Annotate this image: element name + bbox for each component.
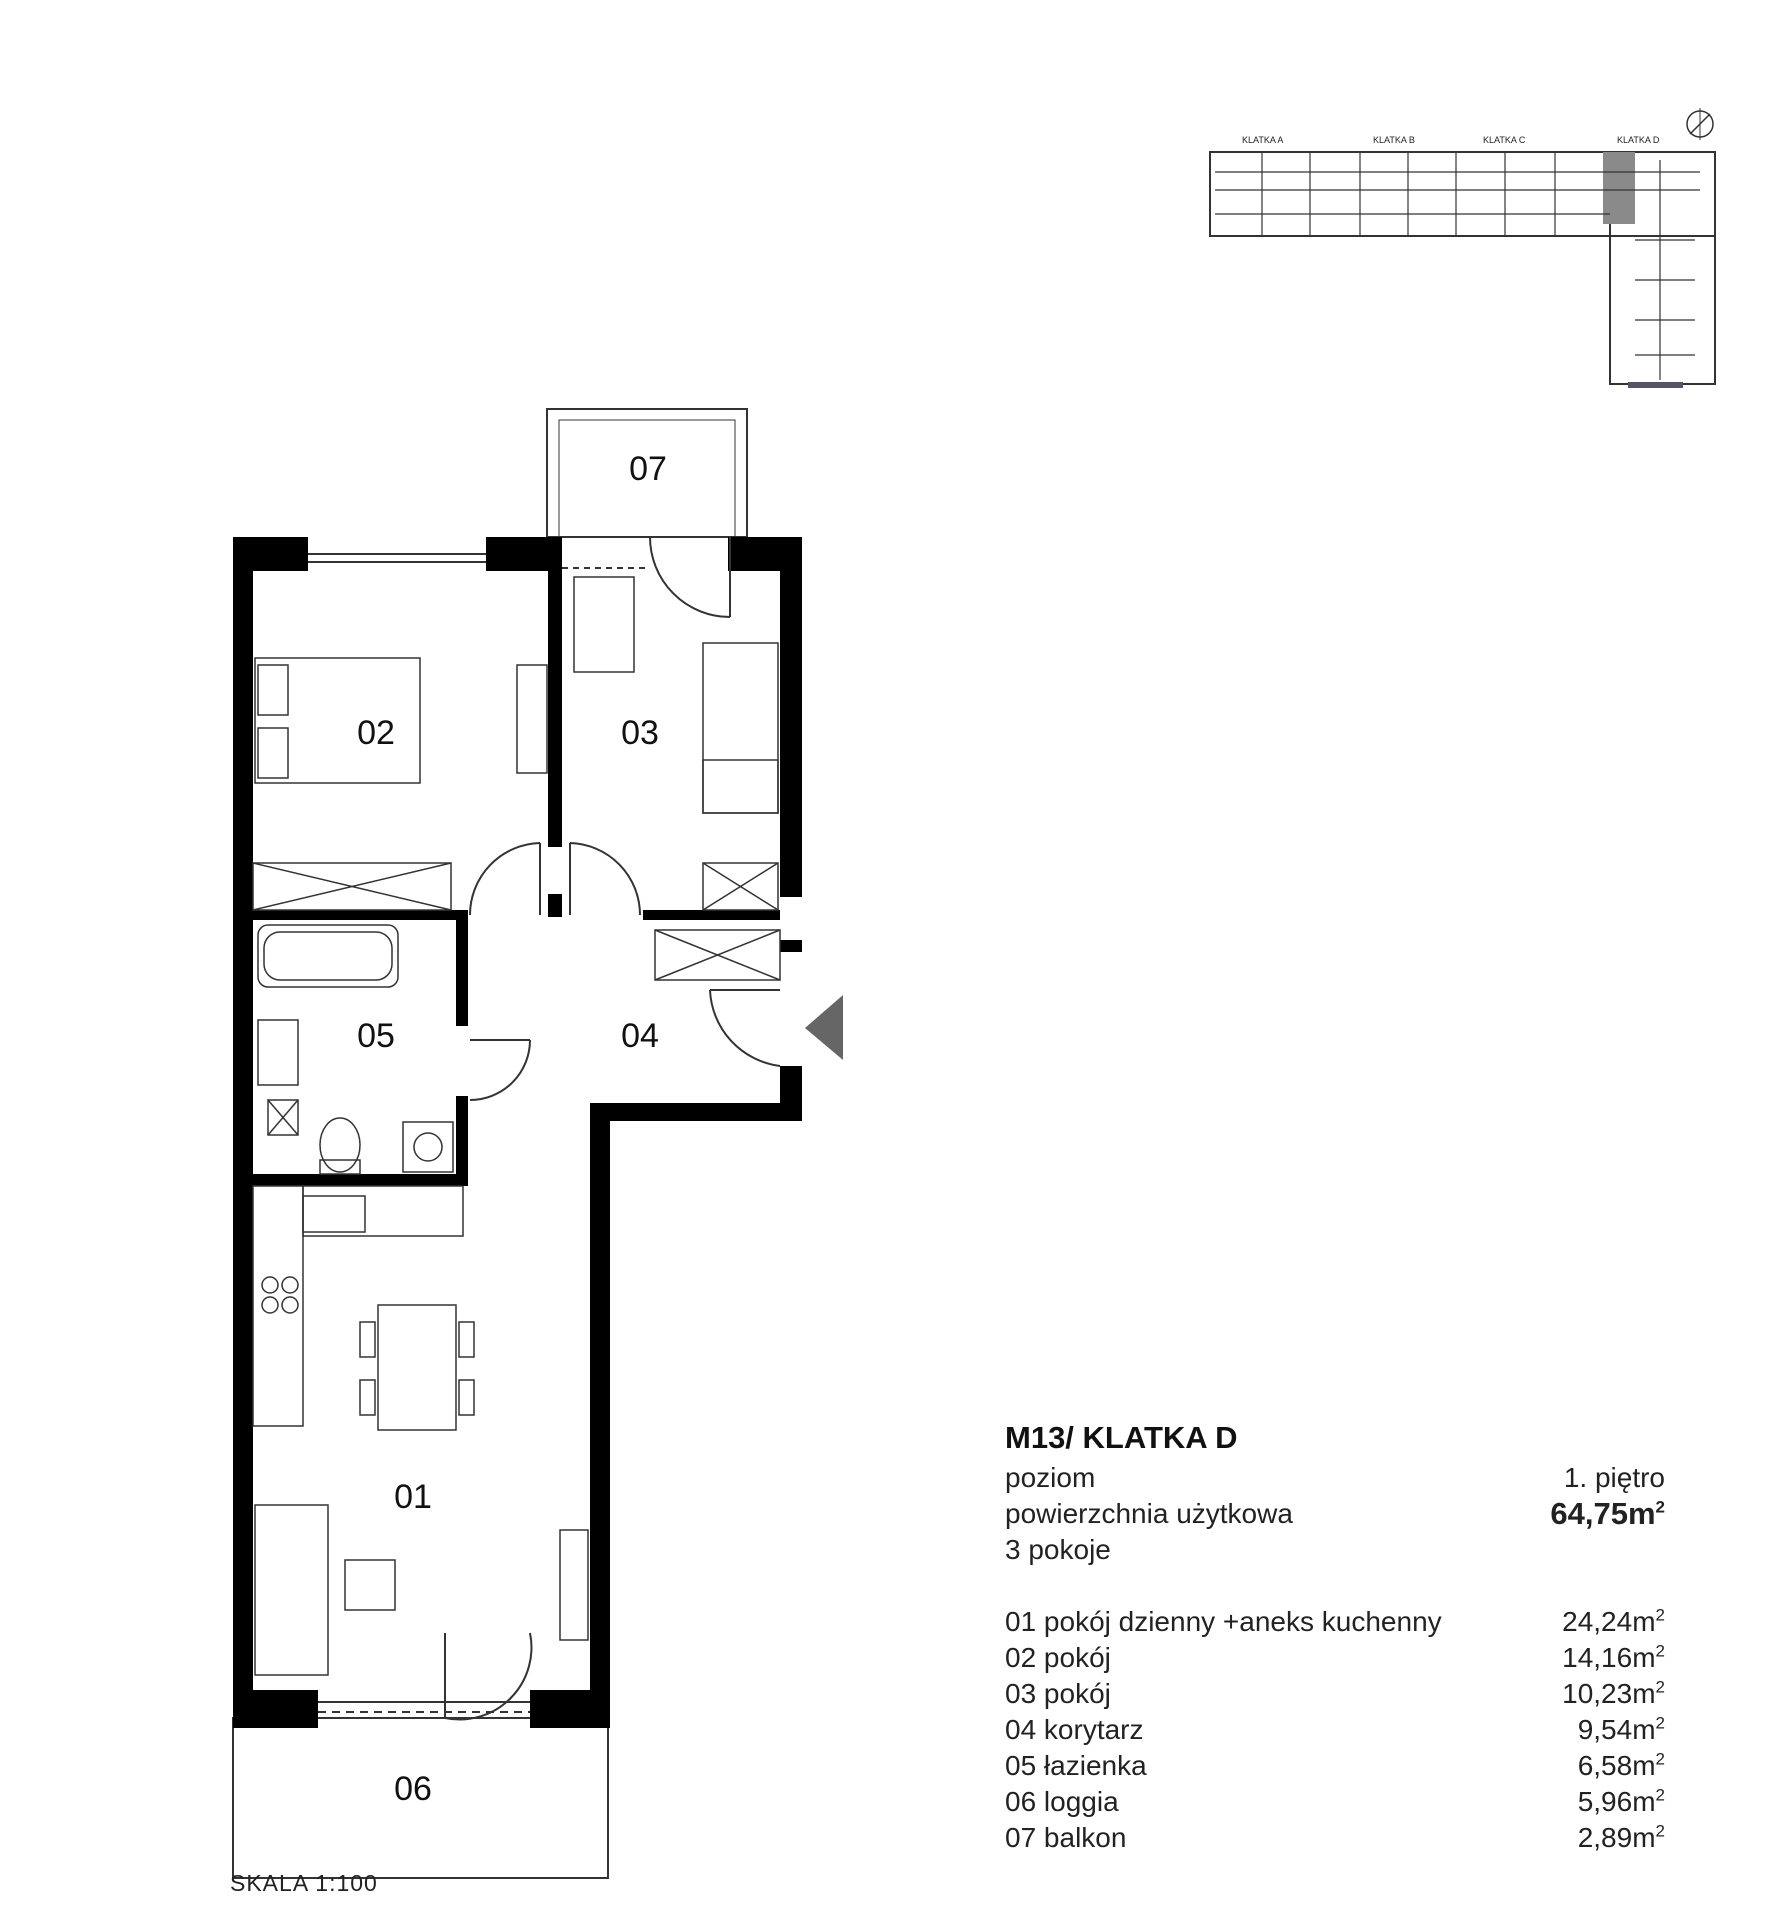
room-label-07: 07 [629, 450, 667, 488]
key-plan-label-c: KLATKA C [1483, 135, 1526, 145]
room-label-03: 03 [621, 714, 659, 752]
sink-icon [258, 1020, 298, 1085]
room-row: 02 pokój $14,16m^2$ [1005, 1641, 1665, 1673]
key-plan [1210, 108, 1715, 388]
door-07 [650, 537, 730, 617]
room-label-06: 06 [394, 1770, 432, 1808]
sofa-icon [255, 1505, 328, 1675]
apartment-info [1005, 1420, 1665, 1856]
entry-door [710, 990, 780, 1066]
door-06 [445, 1633, 531, 1719]
level-label: poziom [1005, 1462, 1096, 1493]
furniture [253, 577, 780, 1675]
apartment-title: M13/ KLATKA D [1005, 1420, 1238, 1455]
key-plan-highlight-m13 [1603, 152, 1635, 224]
room-row: 07 balkon $2,89m^2$ [1005, 1821, 1665, 1853]
key-plan-label-d: KLATKA D [1617, 135, 1660, 145]
rooms-count-row [1005, 1532, 1665, 1568]
level-row [1005, 1460, 1665, 1496]
key-plan-label-b: KLATKA B [1373, 135, 1415, 145]
bed-icon [703, 643, 778, 813]
rooms-count: 3 pokoje [1005, 1534, 1111, 1565]
bathtub-icon [258, 925, 398, 987]
bed-icon [255, 658, 420, 783]
room-label-01: 01 [394, 1478, 432, 1516]
area-label: powierzchnia użytkowa [1005, 1498, 1293, 1529]
room-label-04: 04 [621, 1017, 659, 1055]
tv-unit-icon [560, 1530, 588, 1640]
room-label-02: 02 [357, 714, 395, 752]
level-value: 1. piętro [1563, 1462, 1665, 1493]
area-value: $64,75m^2$ [1550, 1496, 1665, 1531]
key-plan-wing-horizontal [1210, 152, 1715, 236]
dining-table-icon [378, 1305, 456, 1430]
door-05 [470, 1040, 530, 1100]
room-row: 04 korytarz $9,54m^2$ [1005, 1713, 1665, 1745]
room-label-05: 05 [357, 1017, 395, 1055]
room-row: 05 łazienka $6,58m^2$ [1005, 1749, 1665, 1781]
room-row: 03 pokój $10,23m^2$ [1005, 1677, 1665, 1709]
key-plan-label-a: KLATKA A [1242, 135, 1284, 145]
toilet-icon [320, 1118, 360, 1172]
doors [445, 537, 780, 1719]
stove-icon [262, 1277, 278, 1293]
entrance-arrow-icon [805, 995, 843, 1060]
scale-label: SKALA 1:100 [230, 1870, 378, 1896]
washing-machine-icon [403, 1122, 453, 1172]
room-row: 01 pokój dzienny +aneks kuchenny $24,24m^2$ [1005, 1605, 1665, 1637]
area-row [1005, 1496, 1665, 1532]
door-02 [470, 843, 540, 915]
kitchen-sink-icon [303, 1196, 365, 1232]
door-03 [570, 843, 640, 915]
room-row: 06 loggia $5,96m^2$ [1005, 1785, 1665, 1817]
desk-icon [574, 577, 634, 672]
coffee-table-icon [345, 1560, 395, 1610]
desk-icon [517, 665, 547, 773]
